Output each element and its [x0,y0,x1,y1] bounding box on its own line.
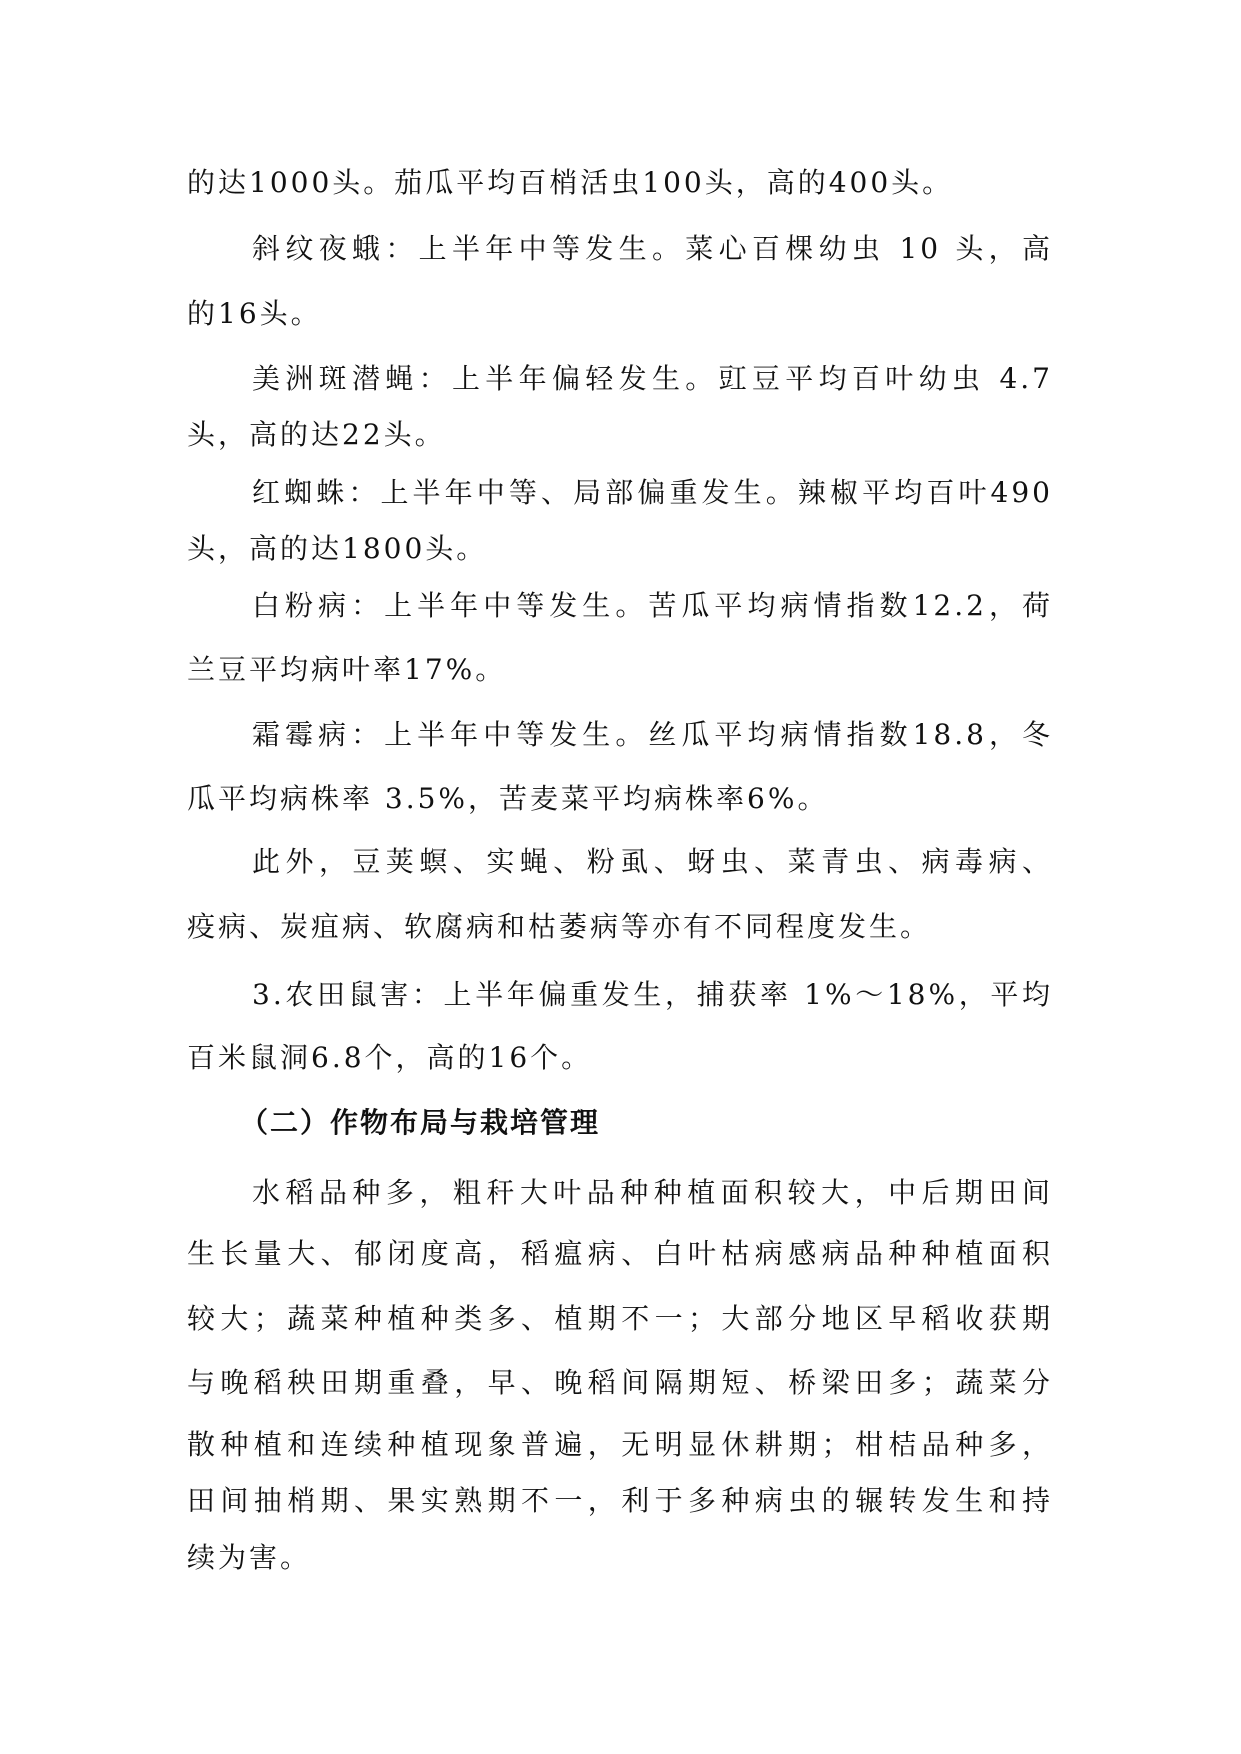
paragraph-first-line: 美洲斑潜蝇：上半年偏轻发生。豇豆平均百叶幼虫 4.7 [252,362,1053,395]
paragraph-first-line: 白粉病：上半年中等发生。苦瓜平均病情指数12.2，荷 [252,589,1053,622]
paragraph-first-line: 红蜘蛛：上半年中等、局部偏重发生。辣椒平均百叶490 [252,476,1053,509]
body-text-line: 较大；蔬菜种植种类多、植期不一；大部分地区早稻收获期 [187,1302,1053,1335]
body-text-line: 散种植和连续种植现象普遍，无明显休耕期；柑桔品种多， [187,1428,1053,1461]
section-heading: （二）作物布局与栽培管理 [240,1106,601,1139]
body-text-line: 头，高的达22头。 [187,418,446,451]
paragraph-first-line: 水稻品种多，粗秆大叶品种种植面积较大，中后期田间 [252,1176,1053,1209]
body-text-line: 的达1000头。茄瓜平均百梢活虫100头，高的400头。 [187,166,954,199]
body-text-line: 生长量大、郁闭度高，稻瘟病、白叶枯病感病品种种植面积 [187,1237,1053,1270]
body-text-line: 头，高的达1800头。 [187,532,488,565]
body-text-line: 田间抽梢期、果实熟期不一，利于多种病虫的辗转发生和持 [187,1484,1053,1517]
body-text-line: 瓜平均病株率 3.5%，苦麦菜平均病株率6%。 [187,782,829,815]
body-text-line: 与晚稻秧田期重叠，早、晚稻间隔期短、桥梁田多；蔬菜分 [187,1366,1053,1399]
body-text-line: 续为害。 [187,1541,312,1574]
paragraph-first-line: 此外，豆荚螟、实蝇、粉虱、蚜虫、菜青虫、病毒病、 [252,845,1053,878]
paragraph-first-line: 斜纹夜蛾：上半年中等发生。菜心百棵幼虫 10 头，高 [252,232,1053,265]
body-text-line: 兰豆平均病叶率17%。 [187,653,507,686]
paragraph-first-line: 3.农田鼠害：上半年偏重发生，捕获率 1%～18%，平均 [252,978,1053,1011]
body-text-line: 百米鼠洞6.8个，高的16个。 [187,1041,593,1074]
body-text-line: 的16头。 [187,297,322,330]
paragraph-first-line: 霜霉病：上半年中等发生。丝瓜平均病情指数18.8，冬 [252,718,1053,751]
body-text-line: 疫病、炭疽病、软腐病和枯萎病等亦有不同程度发生。 [187,910,932,943]
